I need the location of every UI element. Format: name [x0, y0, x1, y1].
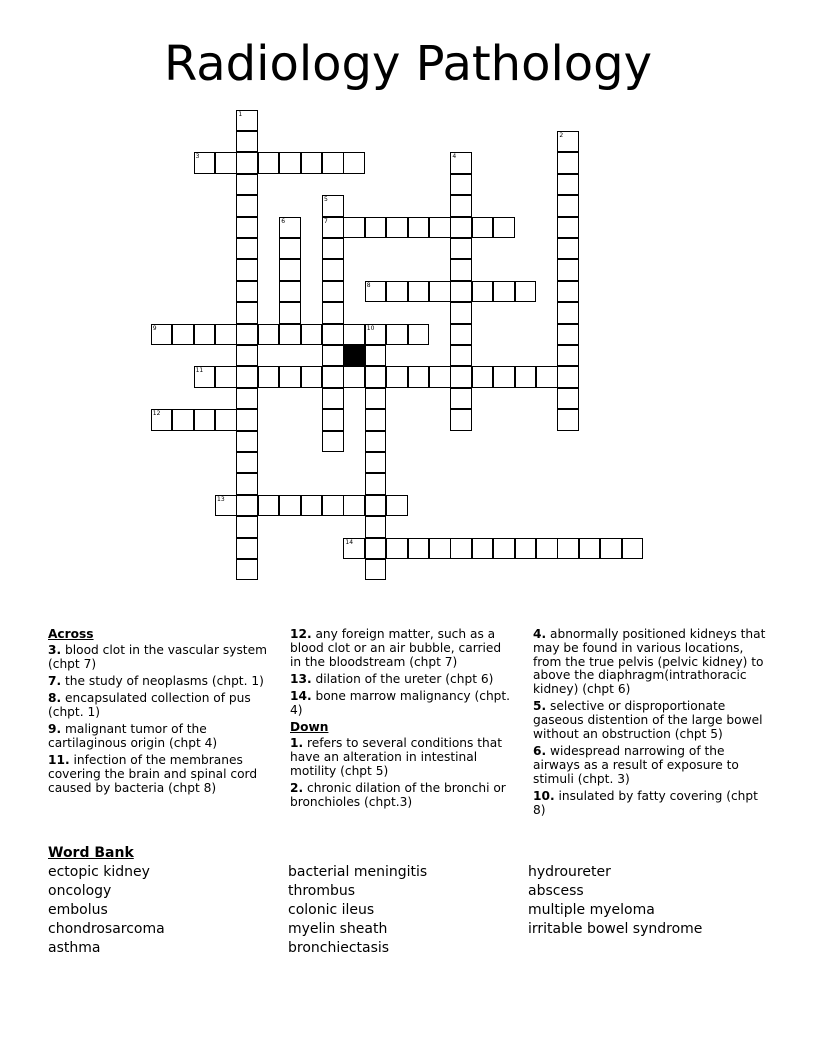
grid-cell[interactable] [301, 324, 323, 346]
grid-cell[interactable] [365, 495, 387, 517]
grid-cell[interactable] [386, 366, 408, 388]
grid-cell[interactable] [322, 217, 344, 239]
clue-number-label: 7 [324, 217, 328, 225]
page-title: Radiology Pathology [163, 36, 653, 92]
clue-down-10 [533, 790, 768, 818]
grid-cell[interactable] [279, 302, 301, 324]
grid-cell[interactable] [472, 366, 494, 388]
word-bank-item: thrombus [288, 883, 356, 899]
clue-number-label: 9 [152, 324, 157, 332]
grid-cell[interactable] [557, 195, 579, 217]
grid-cell[interactable] [301, 495, 323, 517]
grid-cell[interactable] [472, 217, 494, 239]
grid-cell[interactable] [215, 409, 237, 431]
grid-cell[interactable] [429, 366, 451, 388]
grid-cell[interactable] [536, 366, 558, 388]
grid-cell[interactable] [557, 409, 579, 431]
grid-cell[interactable] [450, 388, 472, 410]
grid-cell[interactable] [365, 324, 387, 346]
grid-cell[interactable] [236, 559, 258, 581]
grid-cell[interactable] [493, 366, 515, 388]
word-bank-item: bacterial meningitis [288, 864, 428, 880]
clue-number: 1. [290, 736, 304, 751]
grid-cell[interactable] [408, 324, 430, 346]
clue-number: 10. [533, 789, 555, 804]
clue-text: any foreign matter, such as a blood clot or an air bubble, carried in the bloodstream (chpt 7) [290, 627, 502, 669]
clue-across-8 [48, 692, 273, 720]
grid-cell[interactable] [236, 110, 258, 132]
clue-number: 9. [48, 722, 62, 737]
grid-cell[interactable] [236, 345, 258, 367]
word-bank-item: embolus [48, 902, 108, 918]
grid-cell[interactable] [301, 366, 323, 388]
grid-cell[interactable] [450, 174, 472, 196]
grid-cell[interactable] [215, 324, 237, 346]
clue-number-label: 2 [559, 131, 564, 139]
clues-column-2 [290, 628, 515, 813]
grid-cell[interactable] [322, 495, 344, 517]
grid-cell[interactable] [365, 538, 387, 560]
grid-cell[interactable] [450, 281, 472, 303]
grid-cell[interactable] [236, 195, 258, 217]
grid-cell[interactable] [343, 366, 365, 388]
grid-cell[interactable] [365, 452, 387, 474]
clue-number: 12. [290, 627, 312, 641]
grid-cell[interactable] [322, 152, 344, 174]
grid-cell[interactable] [408, 217, 430, 239]
grid-cell[interactable] [450, 302, 472, 324]
grid-cell[interactable] [450, 238, 472, 260]
grid-cell[interactable] [279, 238, 301, 260]
clue-number: 3. [48, 642, 62, 657]
clue-across-13 [290, 673, 515, 687]
grid-cell[interactable] [258, 366, 280, 388]
grid-cell[interactable] [194, 366, 216, 388]
word-bank-item: abscess [528, 883, 584, 899]
grid-cell[interactable] [429, 538, 451, 560]
down-heading: Down [290, 720, 329, 735]
clues-column-3 [533, 628, 768, 821]
grid-cell[interactable] [236, 238, 258, 260]
grid-cell[interactable] [408, 366, 430, 388]
grid-cell[interactable] [151, 409, 173, 431]
clue-across-7 [48, 675, 273, 689]
clue-text: chronic dilation of the bronchi or bronchioles (chpt.3) [290, 780, 506, 809]
clue-number: 2. [290, 780, 304, 795]
clue-text: selective or disproportionate gaseous distention of the large bowel without an obstruction (chpt 5) [533, 699, 763, 742]
word-bank-item: asthma [48, 940, 101, 956]
grid-cell[interactable] [279, 281, 301, 303]
word-bank-item: irritable bowel syndrome [528, 921, 703, 937]
grid-cell[interactable] [515, 538, 537, 560]
clue-text: refers to several conditions that have an alteration in intestinal motility (chpt 5) [290, 736, 502, 778]
clue-down-5 [533, 700, 768, 741]
clue-number: 11. [48, 753, 70, 768]
grid-cell[interactable] [515, 281, 537, 303]
grid-cell[interactable] [258, 152, 280, 174]
grid-cell[interactable] [322, 345, 344, 367]
clue-number-label: 3 [195, 153, 200, 161]
grid-cell[interactable] [322, 195, 344, 217]
clue-number-label: 13 [217, 495, 225, 503]
grid-cell[interactable] [279, 217, 301, 239]
clue-number: 4. [533, 627, 547, 641]
grid-cell[interactable] [557, 259, 579, 281]
word-bank-item: hydroureter [528, 864, 611, 880]
grid-cell[interactable] [557, 388, 579, 410]
grid-cell[interactable] [236, 174, 258, 196]
grid-cell[interactable] [322, 366, 344, 388]
grid-cell[interactable] [322, 238, 344, 260]
clue-number-label: 4 [452, 153, 457, 161]
grid-cell[interactable] [279, 259, 301, 281]
grid-cell[interactable] [472, 281, 494, 303]
grid-cell[interactable] [365, 431, 387, 453]
grid-cell[interactable] [236, 388, 258, 410]
grid-cell[interactable] [386, 324, 408, 346]
clue-text: abnormally positioned kidneys that may be found in various locations, from the true pelvis (pelvic kidney) to above the diaphragm(intrathoracic kidney) (chpt 6) [533, 627, 766, 697]
grid-cell[interactable] [386, 217, 408, 239]
grid-cell[interactable] [515, 366, 537, 388]
word-bank-item: chondrosarcoma [48, 921, 165, 937]
grid-cell[interactable] [408, 538, 430, 560]
word-bank-column-2 [288, 863, 427, 958]
grid-cell[interactable] [151, 324, 173, 346]
grid-cell[interactable] [493, 281, 515, 303]
grid-cell[interactable] [557, 538, 579, 560]
clue-text: insulated by fatty covering (chpt 8) [533, 789, 758, 818]
grid-cell[interactable] [322, 431, 344, 453]
clue-text: the study of neoplasms (chpt. 1) [65, 673, 264, 688]
grid-cell[interactable] [322, 388, 344, 410]
grid-cell[interactable] [194, 152, 216, 174]
grid-cell[interactable] [557, 131, 579, 153]
clue-number-label: 6 [281, 217, 286, 225]
grid-cell[interactable] [236, 409, 258, 431]
clue-text: encapsulated collection of pus (chpt. 1) [48, 691, 251, 719]
grid-cell[interactable] [236, 131, 258, 153]
grid-cell[interactable] [579, 538, 601, 560]
grid-cell[interactable] [450, 345, 472, 367]
word-bank [48, 844, 788, 956]
grid-cell[interactable] [450, 324, 472, 346]
clue-number-label: 10 [366, 324, 375, 332]
grid-cell[interactable] [557, 345, 579, 367]
grid-cell[interactable] [365, 366, 387, 388]
word-bank-item: oncology [48, 883, 112, 899]
grid-cell[interactable] [236, 431, 258, 453]
clue-number-label: 8 [366, 281, 371, 289]
grid-cell[interactable] [279, 152, 301, 174]
clue-number: 13. [290, 671, 312, 686]
clue-number: 5. [533, 699, 547, 714]
grid-cell[interactable] [493, 538, 515, 560]
grid-cell[interactable] [365, 217, 387, 239]
clues-column-1 [48, 628, 273, 799]
grid-cell[interactable] [236, 452, 258, 474]
grid-cell[interactable] [493, 217, 515, 239]
grid-cell[interactable] [557, 238, 579, 260]
clue-down-2 [290, 782, 515, 810]
grid-cell[interactable] [236, 366, 258, 388]
grid-cell[interactable] [322, 324, 344, 346]
grid-cell[interactable] [429, 217, 451, 239]
clue-number: 14. [290, 689, 312, 704]
grid-cell[interactable] [408, 281, 430, 303]
across-heading: Across [48, 627, 94, 641]
grid-cell[interactable] [301, 152, 323, 174]
grid-cell[interactable] [343, 538, 365, 560]
clue-number: 7. [48, 673, 62, 688]
grid-cell[interactable] [450, 366, 472, 388]
grid-cell[interactable] [365, 345, 387, 367]
clue-number-label: 12 [152, 410, 161, 418]
grid-cell[interactable] [236, 516, 258, 538]
grid-cell[interactable] [236, 302, 258, 324]
clue-down-6 [533, 745, 768, 786]
grid-cell[interactable] [343, 324, 365, 346]
word-bank-item: myelin sheath [288, 921, 388, 937]
clue-across-3 [48, 644, 273, 672]
grid-cell[interactable] [450, 217, 472, 239]
grid-cell[interactable] [450, 259, 472, 281]
grid-cell[interactable] [236, 538, 258, 560]
grid-cell[interactable] [472, 538, 494, 560]
clue-text: bone marrow malignancy (chpt. 4) [290, 689, 511, 717]
grid-cell[interactable] [236, 259, 258, 281]
word-bank-heading: Word Bank [48, 845, 134, 861]
grid-cell[interactable] [236, 473, 258, 495]
grid-cell[interactable] [450, 195, 472, 217]
word-bank-item: ectopic kidney [48, 864, 150, 880]
grid-cell[interactable] [343, 152, 365, 174]
grid-cell[interactable] [322, 409, 344, 431]
word-bank-column-1 [48, 863, 165, 958]
grid-cell[interactable] [557, 324, 579, 346]
grid-cell-black [343, 345, 365, 367]
clue-number-label: 5 [324, 196, 328, 204]
grid-cell[interactable] [172, 409, 194, 431]
clue-number: 6. [533, 744, 547, 759]
grid-cell[interactable] [343, 217, 365, 239]
grid-cell[interactable] [215, 152, 237, 174]
clue-down-1 [290, 737, 515, 778]
grid-cell[interactable] [429, 281, 451, 303]
grid-cell[interactable] [258, 495, 280, 517]
grid-cell[interactable] [236, 217, 258, 239]
clue-text: dilation of the ureter (chpt 6) [315, 671, 494, 686]
grid-cell[interactable] [322, 302, 344, 324]
clue-number-label: 1 [238, 110, 243, 118]
grid-cell[interactable] [279, 495, 301, 517]
grid-cell[interactable] [236, 324, 258, 346]
grid-cell[interactable] [557, 217, 579, 239]
clue-across-14 [290, 690, 515, 718]
grid-cell[interactable] [365, 388, 387, 410]
grid-cell[interactable] [386, 281, 408, 303]
word-bank-item: bronchiectasis [288, 940, 390, 956]
grid-cell[interactable] [365, 409, 387, 431]
grid-cell[interactable] [365, 473, 387, 495]
grid-cell[interactable] [536, 538, 558, 560]
grid-cell[interactable] [279, 324, 301, 346]
clue-number-label: 11 [195, 367, 204, 375]
grid-cell[interactable] [365, 516, 387, 538]
clue-down-4 [533, 628, 768, 697]
grid-cell[interactable] [557, 152, 579, 174]
grid-cell[interactable] [343, 495, 365, 517]
grid-cell[interactable] [365, 559, 387, 581]
clue-across-12 [290, 628, 515, 669]
clue-text: malignant tumor of the cartilaginous origin (chpt 4) [48, 722, 218, 751]
grid-cell[interactable] [279, 366, 301, 388]
grid-cell[interactable] [450, 538, 472, 560]
clue-across-11 [48, 754, 273, 795]
grid-cell[interactable] [386, 495, 408, 517]
grid-cell[interactable] [557, 302, 579, 324]
grid-cell[interactable] [557, 366, 579, 388]
clue-text: infection of the membranes covering the brain and spinal cord caused by bacteria (chpt 8) [48, 753, 258, 795]
grid-cell[interactable] [322, 281, 344, 303]
grid-cell[interactable] [194, 409, 216, 431]
grid-cell[interactable] [258, 324, 280, 346]
grid-cell[interactable] [236, 152, 258, 174]
word-bank-item: colonic ileus [288, 902, 375, 918]
clue-across-9 [48, 723, 273, 751]
word-bank-column-3 [528, 863, 702, 939]
grid-cell[interactable] [450, 152, 472, 174]
grid-cell[interactable] [215, 366, 237, 388]
grid-cell[interactable] [215, 495, 237, 517]
clue-number: 8. [48, 691, 62, 706]
grid-cell[interactable] [322, 259, 344, 281]
grid-cell[interactable] [600, 538, 622, 560]
grid-cell[interactable] [622, 538, 644, 560]
grid-cell[interactable] [236, 281, 258, 303]
grid-cell[interactable] [236, 495, 258, 517]
grid-cell[interactable] [557, 174, 579, 196]
clue-text: blood clot in the vascular system (chpt 7) [48, 642, 267, 671]
grid-cell[interactable] [172, 324, 194, 346]
grid-cell[interactable] [365, 281, 387, 303]
grid-cell[interactable] [557, 281, 579, 303]
clue-text: widespread narrowing of the airways as a result of exposure to stimuli (chpt. 3) [533, 744, 739, 786]
grid-cell[interactable] [194, 324, 216, 346]
word-bank-item: multiple myeloma [528, 902, 655, 918]
grid-cell[interactable] [450, 409, 472, 431]
grid-cell[interactable] [386, 538, 408, 560]
clue-number-label: 14 [345, 538, 354, 546]
